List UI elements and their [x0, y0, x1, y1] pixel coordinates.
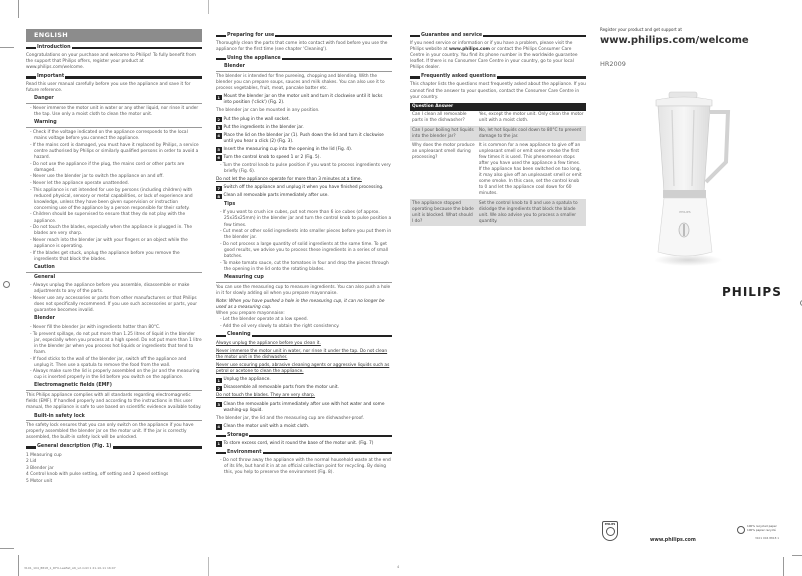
philips-shield-logo: PHILIPS	[602, 521, 618, 541]
warning-item: - If the mains cord is damaged, you must have it replaced by Philips, a service centre authorised by Philips or similarly qualified persons in order to avoid a hazard.	[30, 142, 199, 161]
step-number-badge: 4	[217, 133, 221, 139]
parts-list-item: 1 Measuring cup	[26, 452, 62, 458]
cover-page	[600, 27, 796, 557]
warning-item: - This appliance is not intended for use by persons (including children) with reduced physical, sensory or metal capabilities, or lack of experience and knowledge, unless they have been given supervision or instruction concerning use of the appliance by a person responsible for their safety.	[30, 187, 193, 211]
section-cleaning: Cleaning	[216, 333, 392, 339]
file-info: 3101_104_8818_1_DFU-Leaflet_A6_v2.indd 1 21-10-11 16:07	[24, 566, 116, 570]
cleaning-warning: Always unplug the appliance before you clean it.	[216, 340, 321, 346]
language-header: ENGLISH	[26, 29, 202, 42]
measuring-cup-note: Note: When you have pushed a hole in the measuring cup, it can no longer be used as a measuring cup.	[216, 298, 385, 310]
warning-item: - Never use the blender jar to switch the appliance on and off.	[30, 174, 164, 180]
tips-heading: Tips	[224, 201, 236, 207]
warning-item: - Children should be supervised to ensure that they do not play with the appliance.	[30, 212, 186, 224]
cleaning-step-4: 4 Clean the motor unit with a moist cloth.	[217, 423, 310, 430]
step-number-badge: 1	[217, 377, 221, 383]
warning-item: - Do not use the appliance if the plug, the mains cord or other parts are damaged.	[30, 161, 185, 173]
parts-list-item: 3 Blender jar	[26, 465, 54, 471]
step-number-badge: 4	[217, 424, 221, 430]
tip-item: - If you want to crush ice cubes, put not more than 6 ice cubes (of approx. 25x35x25mm) in the blender jar and turn the control knob to pulse position a few times.	[220, 210, 392, 228]
model-number: HR2009	[600, 59, 626, 68]
step-6-note: - Turn the control knob to pulse position if you want to process ingredients very briefly (Fig. 6).	[220, 163, 391, 175]
step-8: 8 Clean all removable parts immediately after use.	[217, 193, 329, 199]
tip-item: - Cut meat or other solid ingredients into smaller pieces before you put them in the blender jar.	[220, 229, 392, 241]
caution-blender-item: - If food sticks to the wall of the blender jar, switch off the appliance and unplug it. Then use a spatula to remove the food from the wall.	[30, 356, 187, 368]
mayonnaise-intro: When you prepare mayonnaise:	[216, 310, 285, 316]
blender-product-image	[650, 82, 740, 267]
footer-url[interactable]: www.philips.com	[650, 538, 696, 543]
emf-heading: Electromagnetic fields (EMF)	[26, 383, 202, 391]
operating-time-warning: Do not let the appliance operate for more than 3 minutes at a time.	[216, 177, 362, 183]
storage-step-1: 1 To store excess cord, wind it round the base of the motor unit. (Fig. 7)	[217, 440, 374, 447]
section-introduction: Introduction	[26, 45, 202, 51]
intro-text: Congratulations on your purchase and welcome to Philips! To fully benefit from the support that Philips offers, register your product at www.philips.com/welcome.	[26, 53, 196, 71]
caution-blender-item: - To prevent spillage, do not put more than 1.25 litres of liquid in the blender jar, especially when you process at a high speed. Do not put more than 1 litre in the blender jar when you process hot liquids or ingredients that tend to foam.	[30, 331, 202, 355]
warning-item: - Do not touch the blades, especially when the appliance is plugged in. The blades are very sharp.	[30, 225, 193, 237]
blender-heading: Blender	[216, 64, 392, 72]
caution-blender-item: - Always make sure the lid is properly assembled on the jar and the measuring cup is inserted properly in the lid before you switch on the appliance.	[30, 369, 200, 381]
step-1-note: The blender jar can be mounted in any position.	[216, 108, 320, 114]
step-1: 1 Mount the blender jar on the motor unit and turn it clockwise until it locks into position ('click') (Fig. 2).	[217, 94, 383, 106]
warning-item: - Check if the voltage indicated on the appliance corresponds to the local mains voltage before you connect the appliance.	[30, 130, 188, 142]
step-number-badge: 8	[217, 193, 221, 199]
document-code: 3101 004 8818 1	[755, 536, 780, 540]
column-2	[216, 30, 392, 477]
guarantee-text: If you need service or information or if you have a problem, please visit the Philips website at www.philips.com or contact the Philips Consumer Care Centre in your country. You find its phone number in the worldwide guarantee leaflet. If there is no Consumer Care Centre in your country, go to your local Philips dealer.	[410, 41, 578, 71]
cleaning-step-1: 1 Unplug the appliance.	[217, 377, 271, 383]
step-3: 3 Put the ingredients in the blender jar.	[217, 124, 304, 130]
step-5: 5 Insert the measuring cup into the opening in the lid (Fig. 4).	[217, 146, 353, 153]
register-url[interactable]: www.philips.com/welcome	[600, 34, 749, 46]
caution-blender-item: - Never fill the blender jar with ingredients hotter than 80°C.	[30, 325, 161, 331]
warning-item: - Never let the appliance operate unattended.	[30, 181, 129, 186]
faq-intro: This chapter lists the questions most frequently asked about the appliance. If you cannot find the answer to your question, contact the Consumer Care Centre in your country.	[410, 82, 586, 100]
step-7: 7 Switch off the appliance and unplug it when you have finished processing.	[217, 185, 384, 191]
cleaning-step-3: 3 Clean the removable parts immediately after use with hot water and some washing-up liquid.	[217, 401, 385, 413]
blender-intro: The blender is intended for fine pureeing, chopping and blending. With the blender you can prepare soups, sauces and milk shakes. You can also use it to process vegetables, fruit, meat, pancake batter etc.	[216, 73, 385, 92]
section-general-description: General description (Fig. 1)	[26, 445, 202, 451]
section-using: Using the appliance	[216, 56, 392, 62]
mayonnaise-item: - Add the oil very slowly to obtain the right consistency.	[220, 323, 340, 329]
step-number-badge: 3	[217, 401, 221, 407]
step-number-badge: 1	[217, 441, 221, 447]
step-number-badge: 1	[217, 94, 221, 100]
parts-list-item: 2 Lid	[26, 459, 37, 465]
danger-heading: Danger	[26, 96, 202, 104]
section-guarantee: Guarantee and service	[410, 33, 586, 39]
step-number-badge: 7	[217, 185, 221, 191]
general-subheading: General	[34, 274, 56, 280]
column-3	[410, 30, 586, 226]
faq-table-header: Question Answer	[410, 103, 586, 111]
measuring-cup-text: You can use the measuring cup to measure ingredients. You can also push a hole in it for slowly adding oil when you prepare mayonnaise.	[216, 284, 391, 296]
section-environment: Environment	[216, 450, 392, 456]
section-storage: Storage	[216, 433, 392, 439]
step-4: 4 Place the lid on the blender jar (1). Push down the lid and turn it clockwise until you hear a click (2) (Fig. 3).	[217, 132, 384, 144]
step-number-badge: 5	[217, 147, 221, 153]
caution-general-item: - Never use any accessories or parts from other manufacturers or that Philips does not specifically recommend. If you use such accessories or parts, your guarantee becomes invalid.	[30, 296, 197, 314]
safety-lock-text: The safety lock ensures that you can only switch on the appliance if you have properly assembled the blender jar on the motor unit. If the jar is correctly assembled, the built-in safety lock will be unlocked.	[26, 423, 194, 441]
environment-text: - Do not throw away the appliance with the normal household waste at the end of its life, but hand it in at an official collection point for recycling. By doing this, you help to preserve the environment (Fig. 8).	[220, 457, 391, 476]
cleaning-warning: Never use scouring pads, abrasive cleaning agents or aggressive liquids such as petrol or acetone to clean the appliance.	[216, 363, 390, 375]
section-important: Important	[26, 74, 202, 80]
column-1	[26, 29, 202, 486]
recycle-icon	[737, 526, 745, 534]
emf-text: This Philips appliance complies with all standards regarding electromagnetic fields (EMF). If handled properly and according to the instructions in this user manual, the appliance is safe to use based on scientific evidence available today.	[26, 393, 202, 411]
faq-table	[410, 103, 586, 227]
register-text: Register your product and get support at	[600, 27, 682, 32]
danger-item: - Never immerse the motor unit in water or any other liquid, nor rinse it under the tap. Use only a moist cloth to clean the motor unit.	[30, 106, 199, 118]
appliance-brand-label: PHILIPS	[679, 210, 691, 214]
measuring-cup-heading: Measuring cup	[216, 275, 392, 283]
tip-item: - To make tomato sauce, cut the tomatoes in four and drop the pieces through the opening in the lid onto the rotating blades.	[220, 260, 389, 272]
parts-list	[26, 453, 202, 485]
warning-item: - If the blades get stuck, unplug the appliance before you remove the ingredients that block the blades.	[30, 250, 180, 262]
section-preparing: Preparing for use	[216, 33, 392, 39]
cleaning-step-2: 2 Disassemble all removable parts from the motor unit.	[217, 385, 339, 391]
philips-website-link[interactable]: www.philips.com	[448, 47, 490, 53]
warning-item: - Never reach into the blender jar with your fingers or an object while the appliance is operating.	[30, 237, 188, 249]
tip-item: - Do not process a large quantity of solid ingredients at the same time. To get good results, we advise you to process these ingredients in a series of small batches.	[220, 241, 389, 260]
step-6: 6 Turn the control knob to speed 1 or 2 (Fig. 5).	[217, 155, 321, 161]
section-faq: Frequently asked questions	[410, 74, 586, 80]
page-number: 4	[397, 565, 400, 569]
cleaning-warning: Never immerse the motor unit in water, nor rinse it under the tap. Do not clean the motor unit in the dishwasher.	[216, 348, 388, 360]
step-number-badge: 6	[217, 155, 221, 161]
warning-heading: Warning	[26, 120, 202, 128]
parts-list-item: 5 Motor unit	[26, 478, 53, 484]
step-number-badge: 3	[217, 124, 221, 130]
parts-list-item: 4 Control knob with pulse setting, off setting and 2 speed settings	[26, 472, 169, 478]
caution-general-item: - Always unplug the appliance before you assemble, disassemble or make adjustments to any of the parts.	[30, 283, 190, 295]
faq-row: Can I pour boiling hot liquids into the blender jar? No, let hot liquids cool down to 80°C to prevent damage to the jar.	[410, 126, 586, 141]
dishwasher-note: The blender jar, the lid and the measuring cup are dishwasher-proof.	[216, 415, 364, 421]
faq-row: Can I clean all removable parts in the dishwasher? Yes, except the motor unit. Only clean the motor unit with a moist cloth.	[410, 111, 586, 126]
registration-mark-icon	[3, 281, 10, 288]
recycled-paper-text: 100% recycled paper 100% papier recyclé	[747, 524, 777, 532]
step-number-badge: 2	[217, 385, 221, 391]
blades-warning: Do not touch the blades. They are very sharp.	[216, 393, 316, 399]
faq-row: The appliance stopped operating because the blade unit is blocked. What should I do? Set the control knob to 0 and use a spatula to dislodge the ingredients that block the blade unit. We also advise you to process a smaller quantity.	[410, 199, 586, 226]
mayonnaise-item: - Let the blender operate at a low speed.	[220, 317, 308, 323]
safety-lock-heading: Built-in safety lock	[26, 414, 202, 422]
blender-subheading: Blender	[34, 316, 56, 322]
faq-row: Why does the motor produce an unpleasant smell during processing? It is common for a new appliance to give off an unpleasant smell or emit some smoke the first few times it is used. This phenomenon stops after you have used the appliance a few times. If the appliance has been switched on too long, it may also give off an unpleasant smell or emit some smoke. In this case, set the control knob to 0 and let the appliance cool down for 60 minutes.	[410, 141, 586, 199]
preparing-text: Thoroughly clean the parts that come into contact with food before you use the appliance for the first time (see chapter 'Cleaning').	[216, 41, 388, 53]
step-number-badge: 2	[217, 116, 221, 122]
caution-heading: Caution	[26, 265, 202, 273]
philips-logo: PHILIPS	[722, 285, 782, 299]
step-2: 2 Put the plug in the wall socket.	[217, 116, 290, 122]
important-text: Read this user manual carefully before you use the appliance and save it for future reference.	[26, 82, 191, 94]
